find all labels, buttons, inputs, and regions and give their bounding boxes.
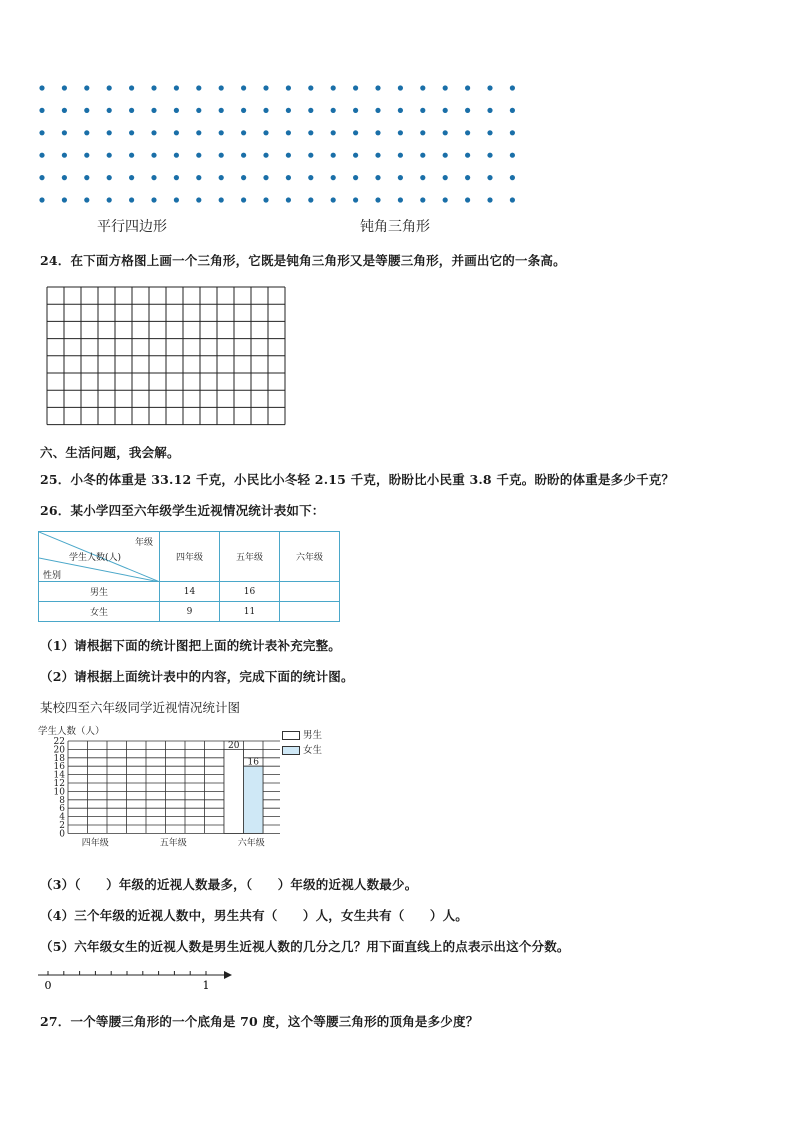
grid-dot[interactable] — [420, 85, 425, 90]
y-tick-label: 14 — [53, 770, 65, 781]
section-title: 六、生活问题，我会解。 — [40, 445, 180, 460]
grid-dot[interactable] — [62, 85, 67, 90]
legend-label: 女生 — [303, 745, 323, 756]
dot-label-obtuse-triangle: 钝角三角形 — [360, 219, 430, 235]
grid-dot[interactable] — [151, 130, 156, 135]
grid-dot[interactable] — [263, 108, 268, 113]
question-26-2: （2）请根据上面统计表中的内容，完成下面的统计图。 — [40, 669, 354, 684]
grid-dot[interactable] — [263, 175, 268, 180]
y-tick-label: 10 — [53, 787, 65, 798]
grid-dot[interactable] — [241, 130, 246, 135]
table-cell: 11 — [220, 602, 280, 622]
grid-dot[interactable] — [331, 153, 336, 158]
number-line-arrow — [224, 971, 232, 979]
grid-dot[interactable] — [465, 108, 470, 113]
grid-dot[interactable] — [398, 197, 403, 202]
dot-label-parallelogram: 平行四边形 — [97, 219, 167, 235]
grid-dot[interactable] — [308, 153, 313, 158]
y-tick-label: 6 — [59, 804, 65, 815]
table-cell-blank[interactable] — [280, 602, 340, 622]
grid-dot[interactable] — [174, 85, 179, 90]
grid-dot[interactable] — [420, 108, 425, 113]
grid-dot[interactable] — [174, 197, 179, 202]
y-tick-label: 0 — [59, 829, 65, 840]
grid-dot[interactable] — [443, 197, 448, 202]
grid-dot[interactable] — [510, 197, 515, 202]
grid-dot[interactable] — [263, 85, 268, 90]
grid-dot[interactable] — [196, 175, 201, 180]
grid-dot[interactable] — [465, 153, 470, 158]
grid-dot[interactable] — [375, 108, 380, 113]
y-tick-label: 4 — [59, 812, 65, 823]
grid-dot[interactable] — [129, 130, 134, 135]
grid-dot[interactable] — [487, 85, 492, 90]
grid-dot[interactable] — [465, 197, 470, 202]
grid-dot[interactable] — [39, 85, 44, 90]
question-25: 25．小冬的体重是 33.12 千克，小民比小冬轻 2.15 千克，盼盼比小民重 3.8 千克。盼盼的体重是多少千克？ — [40, 472, 675, 487]
grid-dot[interactable] — [174, 130, 179, 135]
chart-title: 某校四至六年级同学近视情况统计图 — [40, 700, 241, 715]
grid-dot[interactable] — [353, 108, 358, 113]
grid-dot[interactable] — [107, 108, 112, 113]
y-tick-label: 8 — [59, 795, 65, 806]
grid-dot[interactable] — [420, 197, 425, 202]
x-tick-label: 五年级 — [159, 838, 187, 849]
table-cell: 9 — [160, 602, 220, 622]
grid-dot[interactable] — [84, 197, 89, 202]
table-row — [39, 582, 340, 602]
grid-dot[interactable] — [263, 130, 268, 135]
y-tick-label: 18 — [53, 753, 65, 764]
y-tick-label: 12 — [53, 779, 65, 789]
grid-dot[interactable] — [331, 108, 336, 113]
col-header: 五年级 — [220, 532, 280, 582]
grid-dot[interactable] — [84, 85, 89, 90]
grid-dot[interactable] — [129, 108, 134, 113]
grid-dot[interactable] — [398, 175, 403, 180]
question-26-3: （3）（ ）年级的近视人数最多，（ ）年级的近视人数最少。 — [40, 877, 418, 892]
grid-dot[interactable] — [151, 197, 156, 202]
grid-dot[interactable] — [107, 175, 112, 180]
grid-dot[interactable] — [241, 85, 246, 90]
row-label: 女生 — [39, 602, 160, 622]
number-line-label-end: 1 — [202, 979, 210, 992]
grid-dot[interactable] — [219, 130, 224, 135]
grid-dot[interactable] — [353, 130, 358, 135]
grid-dot[interactable] — [510, 153, 515, 158]
grid-dot[interactable] — [375, 130, 380, 135]
grid-dot[interactable] — [487, 108, 492, 113]
grid-dot[interactable] — [331, 197, 336, 202]
grid-dot[interactable] — [129, 197, 134, 202]
grid-dot[interactable] — [151, 153, 156, 158]
grid-dot[interactable] — [286, 175, 291, 180]
grid-dot[interactable] — [84, 153, 89, 158]
square-grid[interactable] — [46, 286, 288, 426]
bar-data-label: 20 — [228, 740, 240, 751]
grid-dot[interactable] — [62, 130, 67, 135]
grid-dot[interactable] — [219, 197, 224, 202]
grid-dot[interactable] — [286, 153, 291, 158]
grid-dot[interactable] — [174, 108, 179, 113]
table-cell: 14 — [160, 582, 220, 602]
grid-dot[interactable] — [241, 175, 246, 180]
grid-dot[interactable] — [510, 85, 515, 90]
grid-dot[interactable] — [219, 85, 224, 90]
legend-swatch-girls — [282, 746, 300, 755]
grid-dot[interactable] — [196, 130, 201, 135]
grid-dot[interactable] — [107, 85, 112, 90]
question-26-1: （1）请根据下面的统计图把上面的统计表补充完整。 — [40, 638, 341, 653]
grid-dot[interactable] — [151, 108, 156, 113]
grid-dot[interactable] — [39, 153, 44, 158]
table-cell: 16 — [220, 582, 280, 602]
grid-dot[interactable] — [62, 197, 67, 202]
legend-label: 男生 — [303, 730, 323, 741]
grid-dot[interactable] — [487, 153, 492, 158]
chart-ylabel: 学生人数（人） — [38, 726, 105, 737]
grid-dot[interactable] — [84, 130, 89, 135]
grid-dot[interactable] — [174, 153, 179, 158]
bar-boys — [224, 749, 244, 833]
grid-dot[interactable] — [286, 85, 291, 90]
table-header-diagonal — [39, 532, 160, 582]
dot-grid — [30, 78, 530, 208]
y-tick-label: 16 — [53, 762, 65, 773]
legend-swatch-boys — [282, 731, 300, 740]
grid-dot[interactable] — [219, 175, 224, 180]
bar-data-label: 16 — [247, 757, 259, 768]
grid-dot[interactable] — [308, 85, 313, 90]
grid-dot[interactable] — [398, 85, 403, 90]
grid-dot[interactable] — [443, 175, 448, 180]
grid-dot[interactable] — [62, 108, 67, 113]
table-row — [39, 602, 340, 622]
col-header: 四年级 — [160, 532, 220, 582]
grid-dot[interactable] — [196, 108, 201, 113]
grid-dot[interactable] — [353, 153, 358, 158]
grid-dot[interactable] — [420, 175, 425, 180]
question-26-4: （4）三个年级的近视人数中，男生共有（ ）人，女生共有（ ）人。 — [40, 908, 468, 923]
grid-dot[interactable] — [353, 175, 358, 180]
question-26: 26．某小学四至六年级学生近视情况统计表如下： — [40, 503, 325, 518]
legend-item-girls — [282, 742, 322, 756]
grid-dot[interactable] — [353, 85, 358, 90]
grid-dot[interactable] — [398, 130, 403, 135]
grid-dot[interactable] — [286, 197, 291, 202]
grid-dot[interactable] — [62, 153, 67, 158]
grid-dot[interactable] — [219, 153, 224, 158]
grid-dot[interactable] — [107, 197, 112, 202]
grid-dot[interactable] — [263, 197, 268, 202]
bar-chart[interactable] — [30, 733, 280, 863]
y-tick-label: 22 — [53, 737, 65, 747]
grid-dot[interactable] — [151, 175, 156, 180]
grid-dot[interactable] — [487, 175, 492, 180]
grid-dot[interactable] — [84, 175, 89, 180]
grid-dot[interactable] — [107, 130, 112, 135]
bar-girls — [244, 766, 264, 833]
header-count: 学生人数(人) — [69, 553, 122, 563]
grid-dot[interactable] — [487, 130, 492, 135]
grid-dot[interactable] — [420, 153, 425, 158]
grid-dot[interactable] — [129, 153, 134, 158]
y-tick-label: 20 — [53, 745, 65, 756]
grid-dot[interactable] — [129, 175, 134, 180]
table-cell-blank[interactable] — [280, 582, 340, 602]
question-26-5: （5）六年级女生的近视人数是男生近视人数的几分之几？用下面直线上的点表示出这个分数。 — [40, 939, 570, 954]
grid-dot[interactable] — [107, 153, 112, 158]
stat-table — [38, 531, 340, 622]
grid-dot[interactable] — [39, 130, 44, 135]
header-grade: 年级 — [134, 538, 153, 548]
grid-dot[interactable] — [465, 130, 470, 135]
grid-dot[interactable] — [39, 175, 44, 180]
grid-dot[interactable] — [241, 153, 246, 158]
grid-dot[interactable] — [286, 108, 291, 113]
grid-dot[interactable] — [398, 108, 403, 113]
grid-dot[interactable] — [129, 85, 134, 90]
grid-dot[interactable] — [443, 153, 448, 158]
grid-dot[interactable] — [84, 108, 89, 113]
grid-dot[interactable] — [375, 153, 380, 158]
legend-item-boys — [282, 727, 322, 741]
grid-dot[interactable] — [398, 153, 403, 158]
number-line[interactable] — [36, 966, 236, 994]
grid-dot[interactable] — [375, 175, 380, 180]
grid-dot[interactable] — [443, 85, 448, 90]
grid-dot[interactable] — [196, 153, 201, 158]
grid-dot[interactable] — [443, 108, 448, 113]
grid-dot[interactable] — [286, 130, 291, 135]
grid-dot[interactable] — [196, 85, 201, 90]
number-line-label-start: 0 — [44, 979, 52, 992]
grid-dot[interactable] — [331, 175, 336, 180]
col-header: 六年级 — [280, 532, 340, 582]
grid-dot[interactable] — [487, 197, 492, 202]
row-label: 男生 — [39, 582, 160, 602]
question-27: 27．一个等腰三角形的一个底角是 70 度，这个等腰三角形的顶角是多少度？ — [40, 1014, 479, 1029]
grid-dot[interactable] — [308, 175, 313, 180]
grid-dot[interactable] — [465, 85, 470, 90]
grid-dot[interactable] — [241, 108, 246, 113]
grid-dot[interactable] — [375, 85, 380, 90]
grid-dot[interactable] — [308, 130, 313, 135]
grid-dot[interactable] — [510, 108, 515, 113]
grid-dot[interactable] — [331, 130, 336, 135]
grid-dot[interactable] — [443, 130, 448, 135]
grid-dot[interactable] — [465, 175, 470, 180]
grid-dot[interactable] — [375, 197, 380, 202]
grid-dot[interactable] — [196, 197, 201, 202]
grid-dot[interactable] — [308, 197, 313, 202]
grid-dot[interactable] — [331, 85, 336, 90]
grid-dot[interactable] — [174, 175, 179, 180]
grid-dot[interactable] — [263, 153, 268, 158]
x-tick-label: 四年级 — [81, 838, 109, 849]
grid-dot[interactable] — [510, 130, 515, 135]
stat-table-wrap — [38, 531, 340, 622]
grid-dot[interactable] — [151, 85, 156, 90]
grid-dot[interactable] — [353, 197, 358, 202]
grid-dot[interactable] — [62, 175, 67, 180]
grid-dot[interactable] — [510, 175, 515, 180]
grid-dot[interactable] — [39, 197, 44, 202]
question-24: 24．在下面方格图上画一个三角形，它既是钝角三角形又是等腰三角形，并画出它的一条高。 — [40, 253, 566, 268]
grid-dot[interactable] — [219, 108, 224, 113]
grid-dot[interactable] — [420, 130, 425, 135]
y-tick-label: 2 — [59, 821, 65, 831]
header-gender: 性别 — [43, 571, 62, 581]
grid-dot[interactable] — [39, 108, 44, 113]
x-tick-label: 六年级 — [237, 838, 265, 849]
grid-dot[interactable] — [308, 108, 313, 113]
grid-dot[interactable] — [241, 197, 246, 202]
